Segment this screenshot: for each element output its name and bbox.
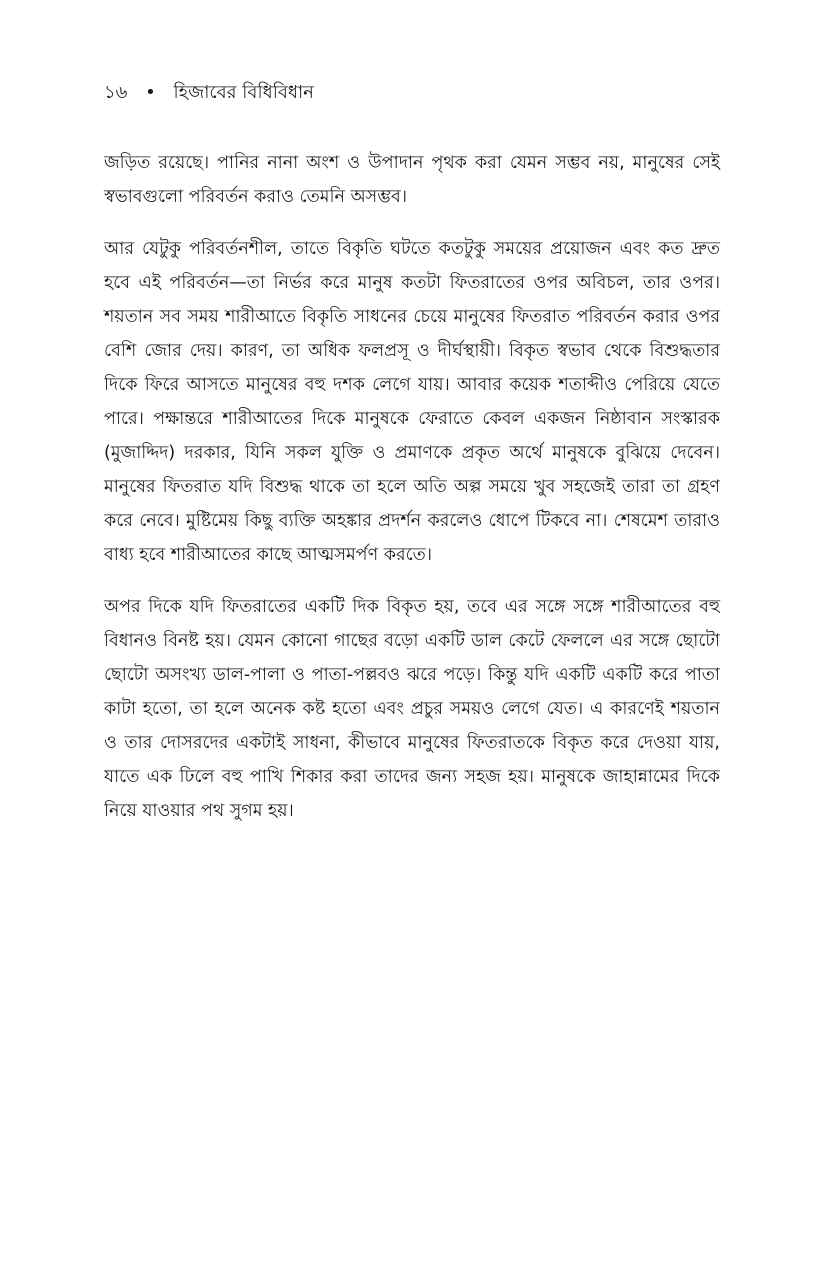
body-text [104,146,720,846]
book-title: হিজাবের বিধিবিধান [173,82,314,103]
paragraph-1: জড়িত রয়েছে। পানির নানা অংশ ও উপাদান পৃথক করা যেমন সম্ভব নয়, মানুষের সেই স্বভাবগুলো পরিবর্তন করাও তেমনি অসম্ভব। [104,153,720,207]
page-number: ১৬ [104,82,128,103]
running-head [104,80,314,106]
paragraph-3: অপর দিকে যদি ফিতরাতের একটি দিক বিকৃত হয়, তবে এর সঙ্গে সঙ্গে শারীআতের বহু বিধানও বিনষ্ট হয়। যেমন কোনো গাছের বড়ো একটি ডাল কেটে ফেললে এর সঙ্গে ছোটো ছোটো অসংখ্য ডাল-পালা ও পাতা-পল্লবও ঝরে পড়ে। কিন্তু যদি একটি একটি করে পাতা কাটা হতো, তা হলে অনেক কষ্ট হতো এবং প্রচুর সময়ও লেগে যেত। এ কারণেই শয়তান ও তার দোসরদের একটাই সাধনা, কীভাবে মানুষের ফিতরাতকে বিকৃত করে দেওয়া যায়, যাতে এক ঢিলে বহু পাখি শিকার করা তাদের জন্য সহজ হয়। মানুষকে জাহান্নামের দিকে নিয়ে যাওয়ার পথ সুগম হয়। [104,597,720,821]
header-bullet: • [145,82,156,103]
paragraph-2: আর যেটুকু পরিবর্তনশীল, তাতে বিকৃতি ঘটতে কতটুকু সময়ের প্রয়োজন এবং কত দ্রুত হবে এই পরিবর্তন—তা নির্ভর করে মানুষ কতটা ফিতরাতের ওপর অবিচল, তার ওপর। শয়তান সব সময় শারীআতে বিকৃতি সাধনের চেয়ে মানুষের ফিতরাত পরিবর্তন করার ওপর বেশি জোর দেয়। কারণ, তা অধিক ফলপ্রসূ ও দীর্ঘস্থায়ী। বিকৃত স্বভাব থেকে বিশুদ্ধতার দিকে ফিরে আসতে মানুষের বহু দশক লেগে যায়। আবার কয়েক শতাব্দীও পেরিয়ে যেতে পারে। পক্ষান্তরে শারীআতের দিকে মানুষকে ফেরাতে কেবল একজন নিষ্ঠাবান সংস্কারক (মুজাদ্দিদ) দরকার, যিনি সকল যুক্তি ও প্রমাণকে প্রকৃত অর্থে মানুষকে বুঝিয়ে দেবেন। মানুষের ফিতরাত যদি বিশুদ্ধ থাকে তা হলে অতি অল্প সময়ে খুব সহজেই তারা তা গ্রহণ করে নেবে। মুষ্টিমেয় কিছু ব্যক্তি অহঙ্কার প্রদর্শন করলেও ধোপে টিকবে না। শেষমেশ তারাও বাধ্য হবে শারীআতের কাছে আত্মসমর্পণ করতে। [104,239,720,565]
